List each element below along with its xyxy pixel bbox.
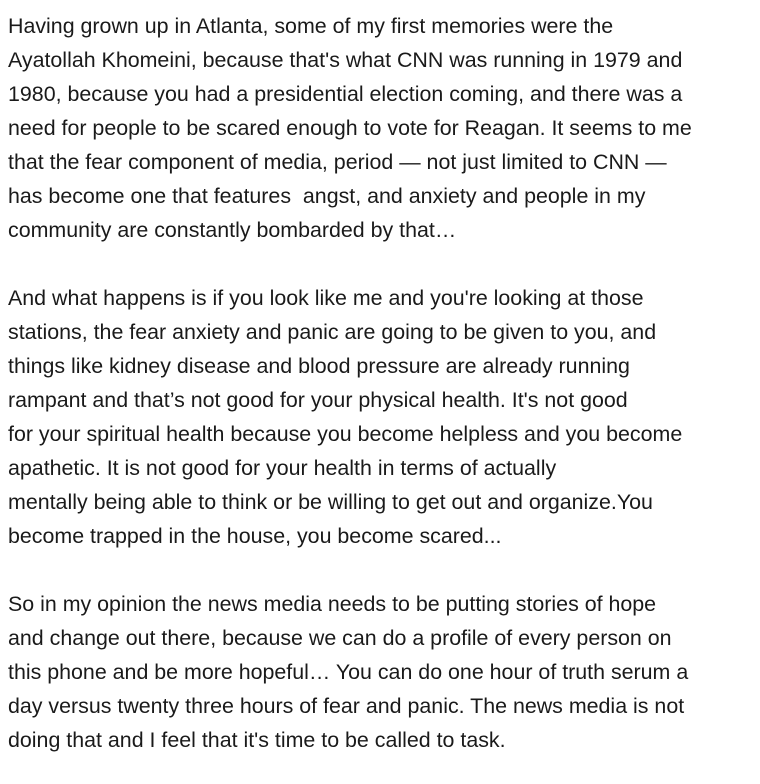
paragraph-line: doing that and I feel that it's time to be called to task. (8, 728, 506, 752)
paragraph-line: Having grown up in Atlanta, some of my first memories were the (8, 14, 614, 38)
paragraph-line: day versus twenty three hours of fear and panic. The news media is not (8, 694, 685, 718)
paragraph-1 (8, 9, 760, 247)
paragraph-line: need for people to be scared enough to vote for Reagan. It seems to me (8, 116, 692, 140)
paragraph-line: for your spiritual health because you become helpless and you become (8, 422, 683, 446)
paragraph-line: rampant and that’s not good for your physical health. It's not good (8, 388, 628, 412)
document-body (8, 9, 760, 757)
paragraph-2 (8, 281, 760, 553)
paragraph-3 (8, 587, 760, 757)
paragraph-spacer (8, 247, 760, 281)
paragraph-line: Ayatollah Khomeini, because that's what CNN was running in 1979 and (8, 48, 683, 72)
paragraph-line: and change out there, because we can do a profile of every person on (8, 626, 672, 650)
paragraph-line: this phone and be more hopeful… You can do one hour of truth serum a (8, 660, 689, 684)
paragraph-line: 1980, because you had a presidential election coming, and there was a (8, 82, 683, 106)
paragraph-line: become trapped in the house, you become scared... (8, 524, 502, 548)
paragraph-line: community are constantly bombarded by that… (8, 218, 457, 242)
paragraph-line: mentally being able to think or be willing to get out and organize.You (8, 490, 653, 514)
paragraph-line: things like kidney disease and blood pressure are already running (8, 354, 630, 378)
paragraph-line: that the fear component of media, period — not just limited to CNN — (8, 150, 667, 174)
paragraph-line: So in my opinion the news media needs to be putting stories of hope (8, 592, 657, 616)
paragraph-spacer (8, 553, 760, 587)
paragraph-line: And what happens is if you look like me and you're looking at those (8, 286, 644, 310)
paragraph-line: stations, the fear anxiety and panic are going to be given to you, and (8, 320, 657, 344)
paragraph-line: has become one that features angst, and anxiety and people in my (8, 184, 646, 208)
paragraph-line: apathetic. It is not good for your health in terms of actually (8, 456, 557, 480)
